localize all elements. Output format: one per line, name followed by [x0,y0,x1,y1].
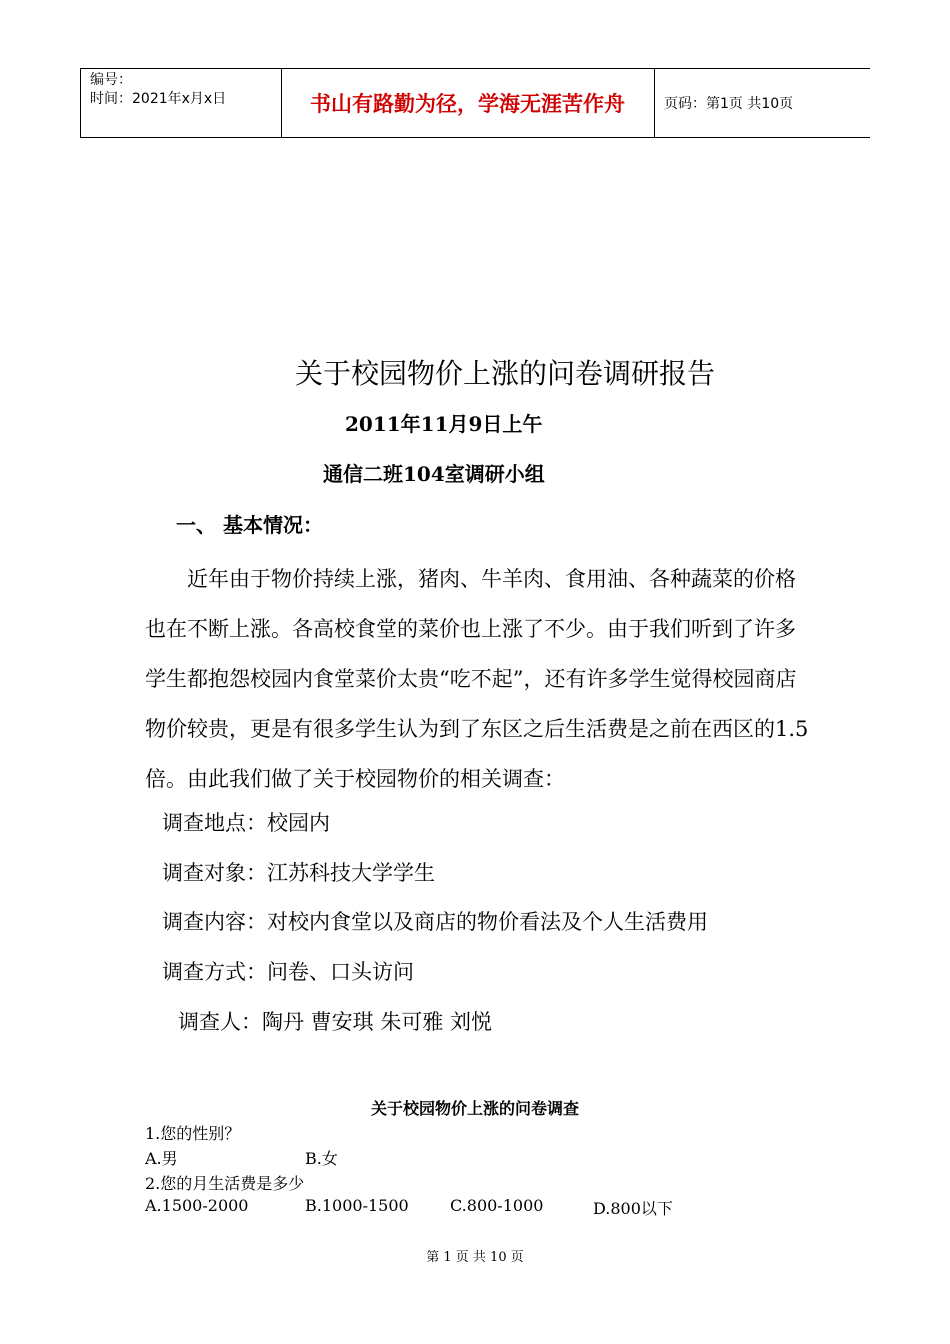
report-title: 关于校园物价上涨的问卷调研报告 [294,357,715,390]
header-meta [90,71,280,109]
survey-investigators: 调查人：陶丹 曹安琪 朱可雅 刘悦 [178,1010,493,1034]
survey-location: 调查地点：校园内 [162,811,330,835]
q2-option-b: B.1000-1500 [305,1196,409,1215]
intro-paragraph [145,554,810,804]
survey-method: 调查方式：问卷、口头访问 [162,960,414,984]
header-divider [654,69,655,137]
questionnaire-title: 关于校园物价上涨的问卷调查 [370,1099,579,1118]
header-divider [80,69,81,137]
q2-option-d: D.800以下 [593,1199,673,1218]
page-header [80,68,870,138]
question-2: 2.您的月生活费是多少 [145,1174,305,1193]
q2-option-a: A.1500-2000 [145,1196,249,1215]
q1-option-b: B.女 [305,1149,338,1168]
header-motto: 书山有路勤为径，学海无涯苦作舟 [310,91,625,116]
q2-option-c: C.800-1000 [450,1196,544,1215]
number-label: 编号： [90,72,132,88]
section-heading: 一、 基本情况： [176,513,323,537]
q1-option-a: A.男 [145,1149,178,1168]
intro-text: 近年由于物价持续上涨，猪肉、牛羊肉、食用油、各种蔬菜的价格也在不断上涨。各高校食堂的菜价也上涨了不少。由于我们听到了许多学生都抱怨校园内食堂菜价太贵“吃不起”，还有许多学生觉得校园商店物价较贵，更是有很多学生认为到了东区之后生活费是之前在西区的1.5倍。由此我们做了关于校园物价的相关调查： [145,567,809,791]
time-label: 时间：2021年x月x日 [90,91,227,107]
report-date: 2011年11月9日上午 [345,412,543,436]
survey-subjects: 调查对象：江苏科技大学学生 [162,861,435,885]
question-1: 1.您的性别？ [145,1124,241,1143]
survey-content: 调查内容：对校内食堂以及商店的物价看法及个人生活费用 [162,910,708,934]
report-group: 通信二班104室调研小组 [323,462,545,486]
header-page-info: 页码：第1页 共10页 [664,96,794,112]
page-footer: 第 1 页 共 10 页 [426,1250,524,1265]
